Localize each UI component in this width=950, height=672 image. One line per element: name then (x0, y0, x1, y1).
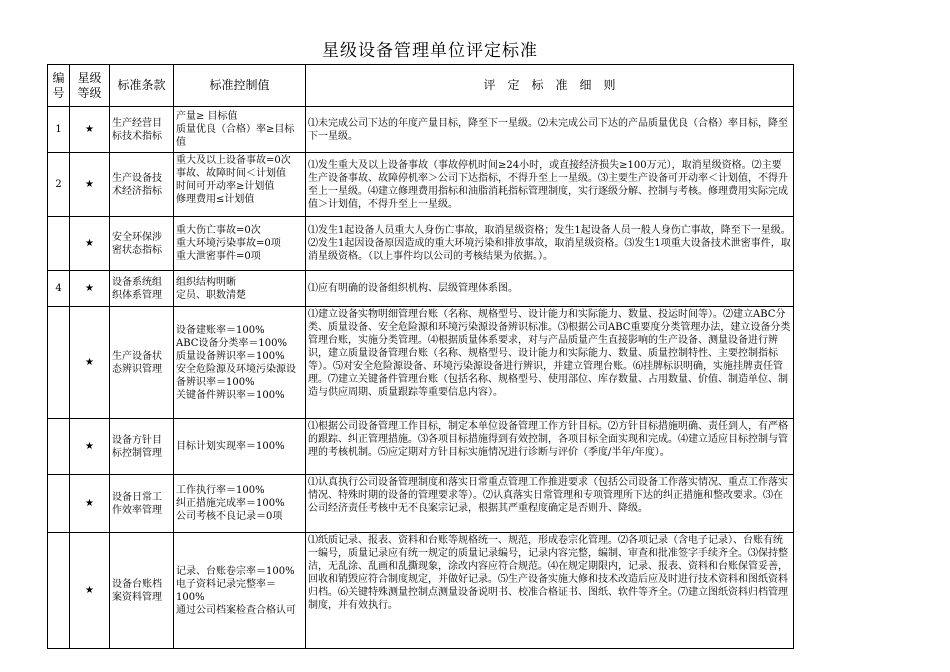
control-value-line: 事故、故障时间＜计划值 (176, 167, 286, 179)
control-value-line: 修理费用≤计划值 (176, 193, 255, 205)
detail-text: ⑴建立设备实物明细管理台账（名称、规格型号、设计能力和实际能力、数量、投运时间等）。⑵建立ABC分类、质量设备、安全危险源和环境污染源设备辨识标准。⑶根据公司ABC重要度分类管理办法，建立设备分类管理台账，实施分类管理。⑷根据质量体系要求，对与产品质量产生直接影响的生产设备、测量设备进行辨识，建立质量设备管理台账（名称、规格型号、设计能力和实际能力、数量、质量控制特性、主要控制指标等）。⑸对安全危险源设备、环境污染源设备进行辨识，并建立管理台账。⑹挂牌标识明确，实施挂牌责任管理。⑺建立关键备件管理台账（包括名称、规格型号、使用部位、库存数量、占用数量、价值、制造单位、制造与供应周期、质量跟踪等重要信息内容）。 (306, 307, 794, 419)
star-level: ★ (70, 419, 110, 475)
row-number (48, 475, 70, 533)
star-level: ★ (70, 307, 110, 419)
control-value-line: 重大泄密事件=0项 (176, 251, 261, 262)
control-value-line: 设备建账率＝100% (176, 324, 265, 336)
control-value-line: 产量≥ 目标值 (176, 111, 238, 122)
table-row (48, 475, 794, 533)
control-value-line: 质量设备辨识率＝100% (176, 350, 285, 362)
star-level: ★ (70, 107, 110, 153)
control-value-line: 组织结构明晰 (176, 276, 236, 288)
star-level: ★ (70, 271, 110, 307)
control-value-line: 定员、职数清楚 (176, 289, 246, 301)
detail-text: ⑴纸质记录、报表、资料和台账等规格统一、规范，形成卷宗化管理。⑵各项记录（含电子记录）、台账有统一编号，质量记录应有统一规定的质量记录编号，记录内容完整，编制、审查和批准签字手续齐全。⑶保持整洁，无乱涂、乱画和乱撕现象，涂改内容应符合规范。⑷在规定期限内，记录、报表、资料和台账保管妥善，回收和销毁应符合制度规定，并做好记录。⑸生产设备实施大修和技术改造后应及时进行技术资料和图纸资料归档。⑹关键特殊测量控制点测量设备说明书、校准合格证书、图纸、软件等齐全。⑺建立图纸资料归档管理制度，并有效执行。 (306, 533, 794, 649)
star-level: ★ (70, 475, 110, 533)
standard-item: 安全环保涉密状态指标 (110, 217, 174, 271)
control-value (174, 533, 306, 649)
standard-item: 设备台账档案资料管理 (110, 533, 174, 649)
control-value (174, 475, 306, 533)
page-title: 星级设备管理单位评定标准 (322, 41, 538, 61)
control-value (174, 217, 306, 271)
table-row (48, 217, 794, 271)
control-value-line: 重大伤亡事故=0次 (176, 225, 261, 236)
detail-text: ⑴根据公司设备管理工作目标，制定本单位设备管理工作方针目标。⑵方针目标措施明确、责任到人，有严格的跟踪、纠正管理措施。⑶各项目标措施得到有效控制，各项目标全面实现和完成。⑷建立适应目标控制与管理的考核机制。⑸应定期对方针目标实施情况进行诊断与评价（季度/半年/年度）。 (306, 419, 794, 475)
standard-item: 设备方针目标控制管理 (110, 419, 174, 475)
row-number (48, 217, 70, 271)
header-star: 星级等级 (70, 65, 110, 107)
row-number (48, 307, 70, 419)
star-level: ★ (70, 153, 110, 217)
control-value-line: 记录、台账卷宗率＝100% (176, 565, 295, 577)
control-value-line: 时间可开动率≥计划值 (176, 180, 275, 192)
control-value (174, 419, 306, 475)
table-row (48, 307, 794, 419)
control-value-line: 通过公司档案检查合格认可 (176, 604, 296, 616)
header-row (48, 65, 794, 107)
control-value (174, 307, 306, 419)
standard-item: 生产经营目标技术指标 (110, 107, 174, 153)
control-value (174, 107, 306, 153)
standard-item: 生产设备技术经济指标 (110, 153, 174, 217)
header-detail: 评 定 标 准 细 则 (306, 65, 794, 107)
table-row (48, 419, 794, 475)
row-number (48, 419, 70, 475)
detail-text: ⑴应有明确的设备组织机构、层级管理体系图。 (306, 271, 794, 307)
control-value-line: 纠正措施完成率＝100% (176, 498, 285, 509)
control-value-line: ABC设备分类率＝100% (176, 337, 287, 349)
star-level: ★ (70, 217, 110, 271)
control-value-line: 质量优良（合格）率≥目标值 (176, 124, 295, 148)
standard-item: 设备日常工作效率管理 (110, 475, 174, 533)
table-row (48, 153, 794, 217)
header-item: 标准条款 (110, 65, 174, 107)
star-level: ★ (70, 533, 110, 649)
row-number: 4 (48, 271, 70, 307)
control-value-line: 电子资料记录完整率＝100% (176, 578, 276, 603)
standards-table (47, 64, 794, 649)
detail-text: ⑴发生1起设备人员重大人身伤亡事故，取消星级资格；发生1起设备人员一般人身伤亡事故，降至下一星级。⑵发生1起因设备原因造成的重大环境污染和排放事故，取消星级资格。⑶发生1项重大设备技术泄密事件，取消星级资格。（以上事件均以公司的考核结果为依据。）。 (306, 217, 794, 271)
standard-item: 生产设备状态辨识管理 (110, 307, 174, 419)
row-number: 1 (48, 107, 70, 153)
table-row (48, 533, 794, 649)
control-value-line: 重大及以上设备事故=0次 (176, 154, 291, 166)
control-value-line: 重大环境污染事故=0项 (176, 238, 281, 249)
table-row (48, 271, 794, 307)
table-row (48, 107, 794, 153)
control-value (174, 153, 306, 217)
row-number: 2 (48, 153, 70, 217)
row-number (48, 533, 70, 649)
control-value-line: 安全危险源及环境污染源设备辨识率＝100% (176, 363, 296, 388)
header-value: 标准控制值 (174, 65, 306, 107)
control-value-line: 公司考核不良记录＝0项 (176, 511, 283, 522)
detail-text: ⑴发生重大及以上设备事故（事故停机时间≥24小时，或直接经济损失≥100万元），取消星级资格。⑵主要生产设备事故、故障停机率＞公司下达指标，不得升至上一星级。⑶主要生产设备可开动率＜计划值，不得升至上一星级。⑷建立修理费用指标和油脂消耗指标管理制度，实行逐级分解、控制与考核。修理费用实际完成值＞计划值，不得升至上一星级。 (306, 153, 794, 217)
control-value-line: 目标计划实现率＝100% (176, 441, 285, 452)
detail-text: ⑴未完成公司下达的年度产量目标，降至下一星级。⑵未完成公司下达的产品质量优良（合格）率目标，降至下一星级。 (306, 107, 794, 153)
standard-item: 设备系统组织体系管理 (110, 271, 174, 307)
detail-text: ⑴认真执行公司设备管理制度和落实日常重点管理工作推进要求（包括公司设备工作落实情况、重点工作落实情况、特殊时期的设备的管理要求等）。⑵认真落实日常管理和专项管理所下达的纠正措施和整改要求。⑶在公司经济责任考核中无不良案宗记录，根据其严重程度确定是否则升、降级。 (306, 475, 794, 533)
control-value-line: 工作执行率＝100% (176, 485, 265, 496)
control-value-line: 关键备件辨识率＝100% (176, 389, 285, 401)
header-no: 编号 (48, 65, 70, 107)
control-value (174, 271, 306, 307)
